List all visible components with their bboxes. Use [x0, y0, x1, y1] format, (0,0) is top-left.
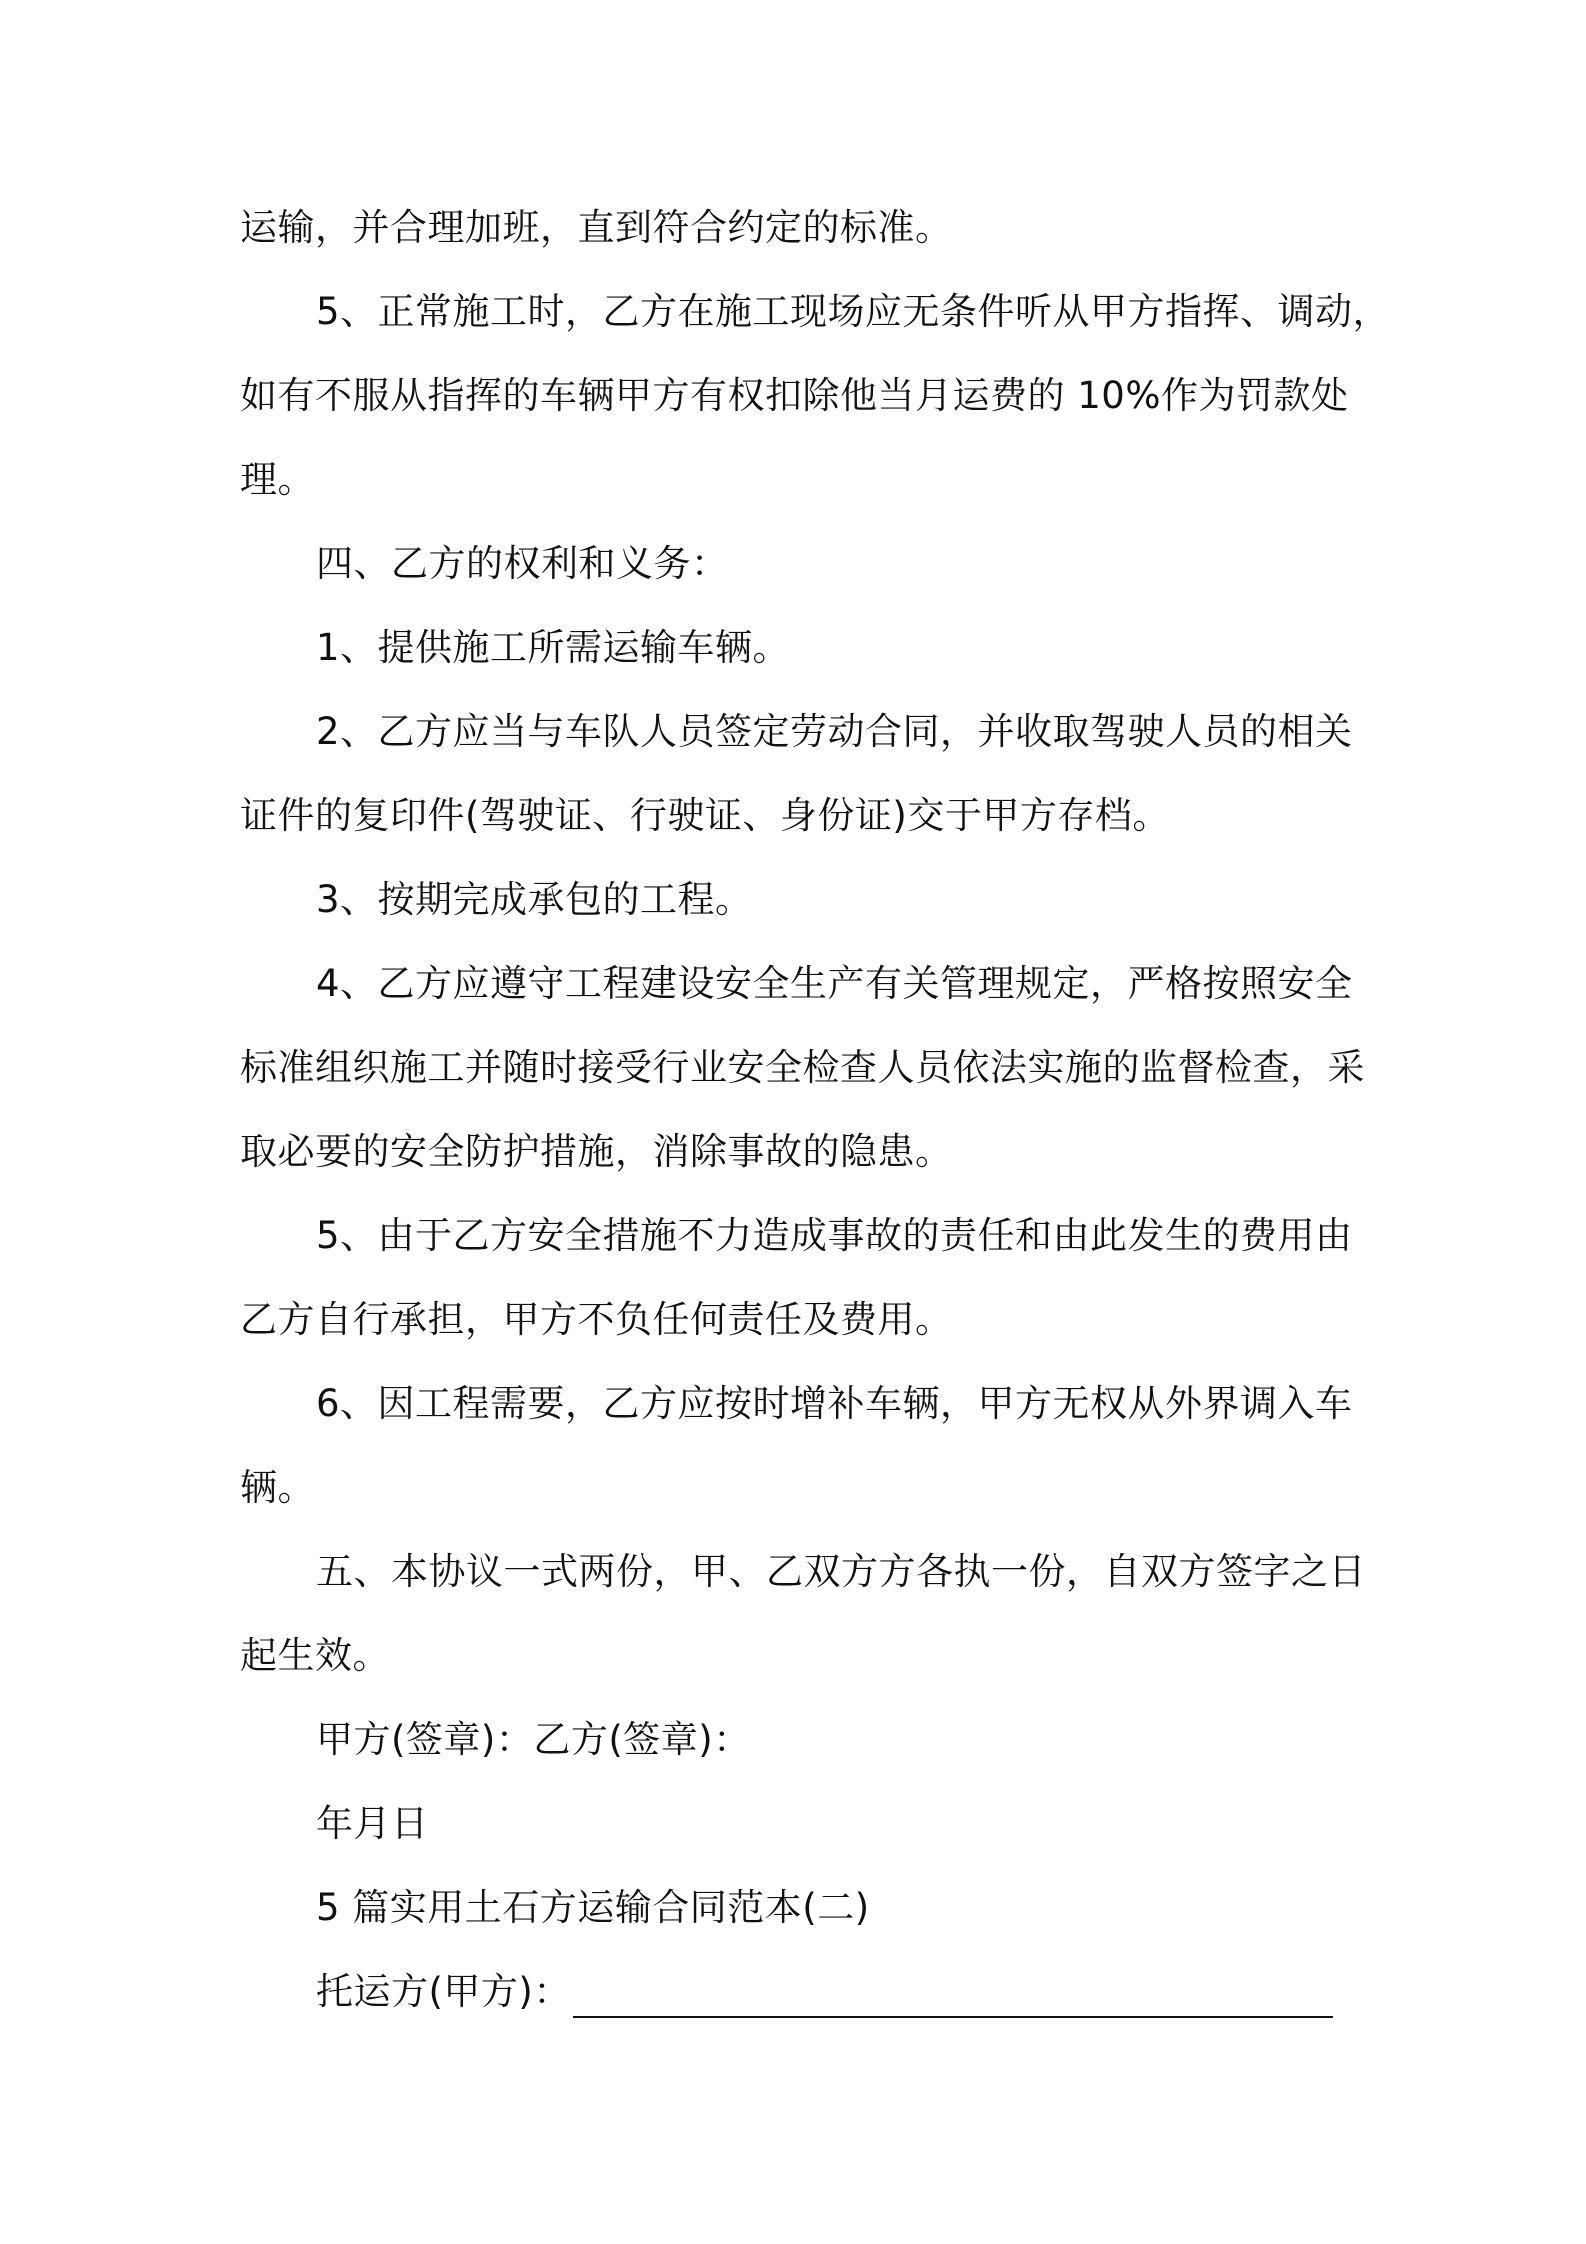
paragraph-line: 如有不服从指挥的车辆甲方有权扣除他当月运费的 10%作为罚款处: [240, 374, 1349, 417]
document-subtitle: 5 篇实用土石方运输合同范本(二): [316, 1886, 870, 1929]
paragraph-line: 2、乙方应当与车队人员签定劳动合同，并收取驾驶人员的相关: [316, 710, 1353, 753]
paragraph-line: 证件的复印件(驾驶证、行驶证、身份证)交于甲方存档。: [240, 794, 1170, 837]
paragraph-line: 乙方自行承担，甲方不负任何责任及费用。: [240, 1298, 953, 1341]
document-body: [240, 186, 1391, 2034]
paragraph-line: 理。: [240, 458, 315, 501]
fill-in-blank: [573, 2016, 1333, 2018]
paragraph-line: 运输，并合理加班，直到符合约定的标准。: [240, 206, 953, 249]
paragraph-line: 3、按期完成承包的工程。: [316, 878, 753, 921]
paragraph-line: 5、正常施工时，乙方在施工现场应无条件听从甲方指挥、调动，: [316, 290, 1391, 333]
paragraph-line: 5、由于乙方安全措施不力造成事故的责任和由此发生的费用由: [316, 1214, 1353, 1257]
paragraph-line: 起生效。: [240, 1634, 390, 1677]
paragraph-line: 辆。: [240, 1466, 315, 1509]
section-heading: 五、本协议一式两份，甲、乙双方方各执一份，自双方签字之日: [316, 1550, 1366, 1593]
paragraph-line: 1、提供施工所需运输车辆。: [316, 626, 791, 669]
date-line: 年月日: [316, 1802, 429, 1845]
signature-line: 甲方(签章)：乙方(签章)：: [316, 1718, 751, 1761]
section-heading: 四、乙方的权利和义务：: [316, 542, 729, 585]
paragraph-line: 标准组织施工并随时接受行业安全检查人员依法实施的监督检查，采: [240, 1046, 1365, 1089]
paragraph-line: 4、乙方应遵守工程建设安全生产有关管理规定，严格按照安全: [316, 962, 1353, 1005]
shipper-label: 托运方(甲方)：: [316, 1970, 571, 2013]
paragraph-line: 6、因工程需要，乙方应按时增补车辆，甲方无权从外界调入车: [316, 1382, 1353, 1425]
shipper-field-line: [240, 1950, 1365, 2034]
paragraph-line: 取必要的安全防护措施，消除事故的隐患。: [240, 1130, 953, 1173]
